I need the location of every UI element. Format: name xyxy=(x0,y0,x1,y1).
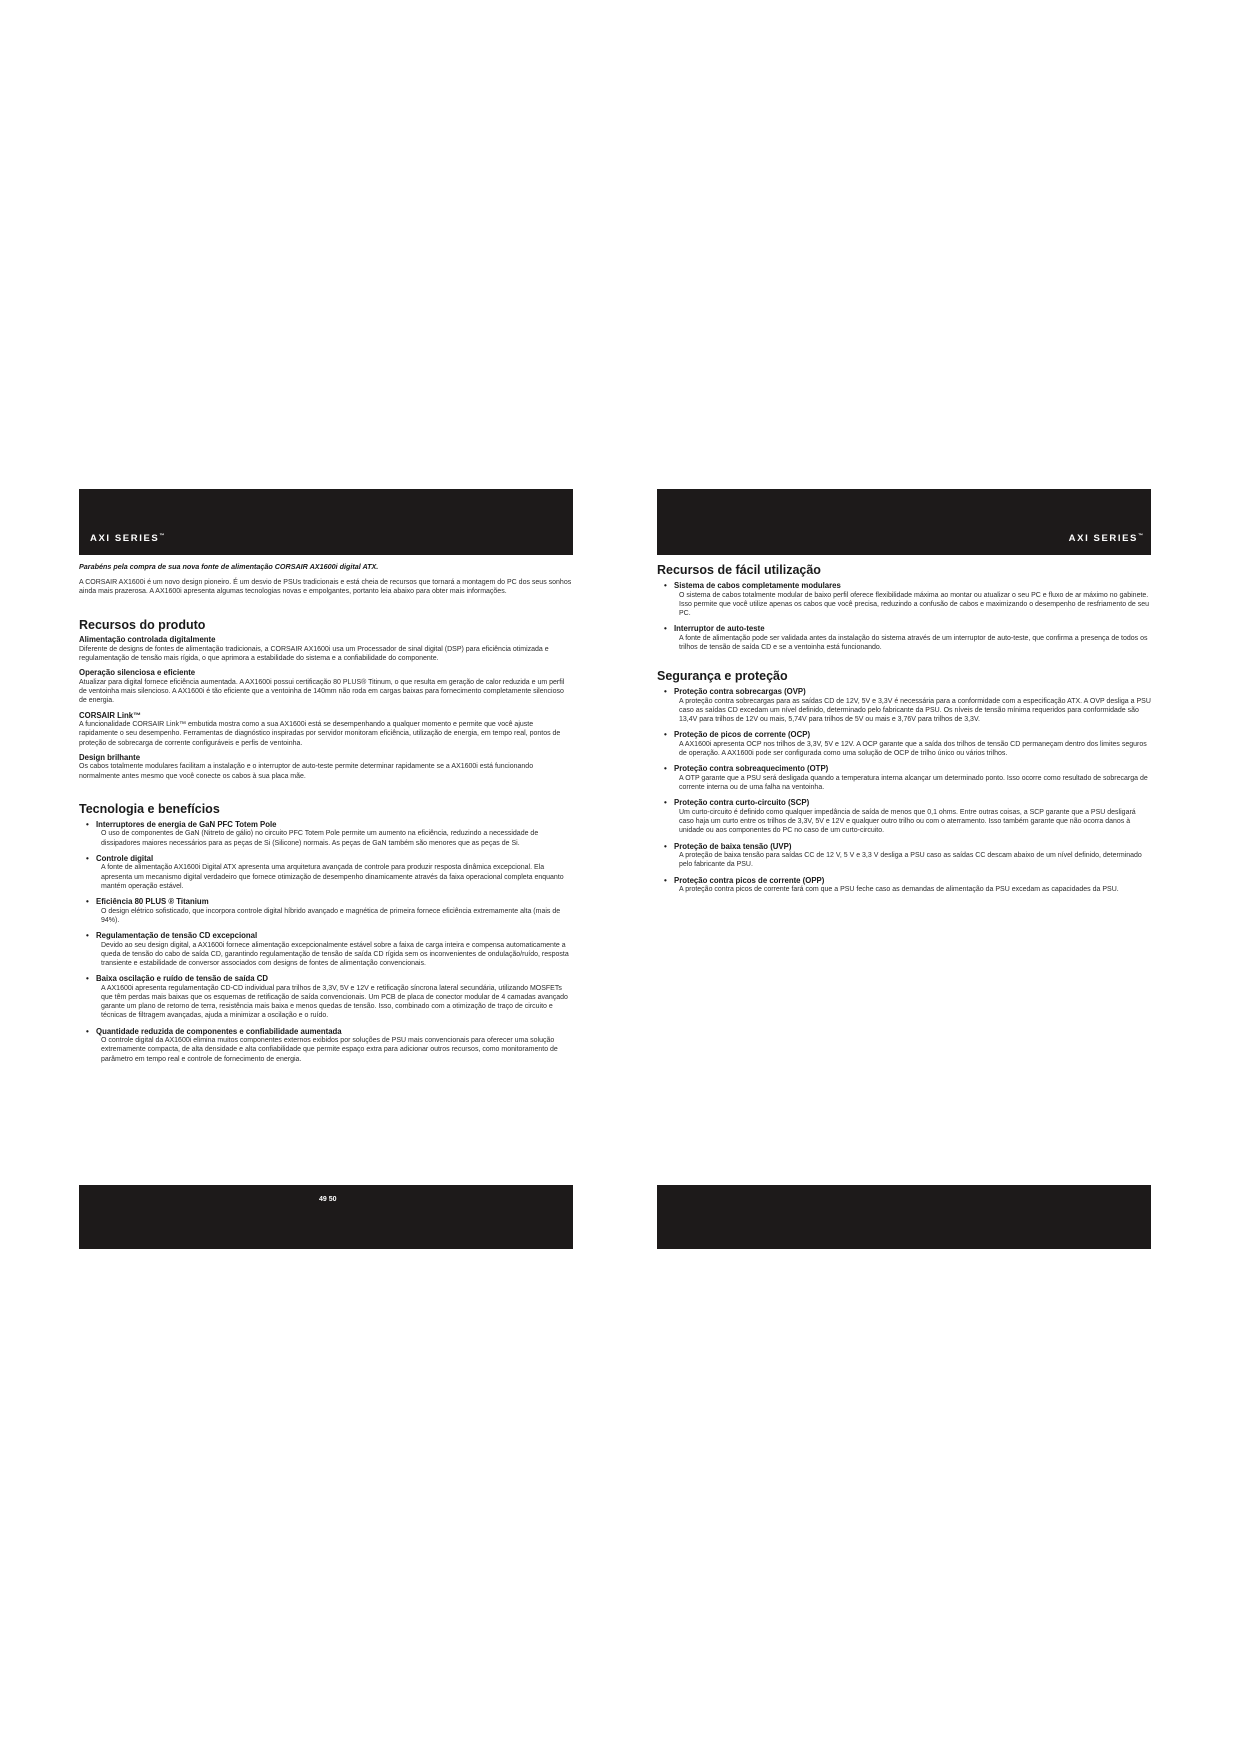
item-text: O design elétrico sofisticado, que incorpora controle digital híbrido avançado e magnética de primeira fornece eficiência extremamente alta (mais de 94%). xyxy=(101,907,561,924)
item-title: Proteção contra sobreaquecimento (OTP) xyxy=(674,764,829,774)
feature-item xyxy=(79,635,573,663)
list-item xyxy=(79,854,573,891)
item-text: A fonte de alimentação pode ser validada antes da instalação do sistema através de um interruptor de auto-teste, que confirma a presença de todos os trilhos de tensão de saída CD e se a ventoinha está funcionando. xyxy=(679,634,1148,651)
item-text: A proteção contra sobrecargas para as saídas CD de 12V, 5V e 3,3V é necessária para a conformidade com a especificação ATX. A OVP desliga a PSU caso as saídas CD excedam um nível definido, determinado pelo fabricante da PSU. Os níveis de tensão mínima requeridos para conformidade são 13,4V para trilhos de 12V ou mais, 5,74V para trilhos de 5V ou mais e 3,76V para trilhos de 3,3V. xyxy=(679,697,1151,724)
feature-text: Os cabos totalmente modulares facilitam a instalação e o interruptor de auto-teste permite determinar rapidamente se a AX1600i está funcionando normalmente antes mesmo que você conecte os cabos à sua placa mãe. xyxy=(79,763,534,780)
footer-band xyxy=(79,1185,573,1249)
list-item xyxy=(79,820,573,848)
feature-text: Diferente de designs de fontes de alimentação tradicionais, a CORSAIR AX1600i usa um Processador de sinal digital (DSP) para eficiência otimizada e regulamentação de tensão mais rígida, o que aprimora a estabilidade do sistema e a confiabilidade do componente. xyxy=(79,646,549,663)
bullet-icon: • xyxy=(664,624,667,634)
item-title: Quantidade reduzida de componentes e confiabilidade aumentada xyxy=(96,1026,342,1036)
feature-item xyxy=(79,753,573,781)
item-text: A proteção de baixa tensão para saídas CC de 12 V, 5 V e 3,3 V desliga a PSU caso as saídas CC descam abaixo de um nível definido, determinado pelo fabricante da PSU. xyxy=(679,852,1142,869)
list-item xyxy=(79,1027,573,1064)
bullet-icon: • xyxy=(664,687,667,697)
item-title: Proteção de baixa tensão (UVP) xyxy=(674,841,792,851)
left-page-content xyxy=(79,562,573,1070)
bullet-icon: • xyxy=(664,875,667,885)
list-item xyxy=(657,687,1151,724)
item-title: Baixa oscilação e ruído de tensão de saída CD xyxy=(96,974,269,984)
item-text: O sistema de cabos totalmente modular de baixo perfil oferece flexibilidade máxima ao montar ou atualizar o seu PC e fluxo de ar máximo no gabinete. Isso permite que você utilize apenas os cabos que você precisa, reduzindo a confusão de cabos e maximizando o desempenho de resfriamento de seu PC. xyxy=(679,591,1150,617)
item-text: Um curto-circuito é definido como qualquer impedância de saída de menos que 0,1 ohms. Entre outras coisas, a SCP garante que a PSU desligará caso haja um curto entre os trilhos de 3,3V, 5V e 12V e qualquer outro trilho ou com o aterramento. Isso também garante que não ocorra danos à unidade ou aos componentes do PC no caso de um curto-circuito. xyxy=(679,809,1136,835)
ease-of-use-heading: Recursos de fácil utilização xyxy=(657,563,821,577)
safety-list xyxy=(657,687,1151,894)
right-page-content xyxy=(657,562,1151,900)
feature-title: Operação silenciosa e eficiente xyxy=(79,668,196,678)
feature-text: Atualizar para digital fornece eficiência aumentada. A AX1600i possui certificação 80 PLUS® Titinum, o que resulta em geração de calor reduzida e um perfil de ventoinha mais silencioso. A AX1600i é tão eficiente que a ventoinha de 140mm não roda em cargas baixas para fornecimento completamente silencioso de energia. xyxy=(79,679,565,705)
item-text: O uso de componentes de GaN (Nitreto de gálio) no circuito PFC Totem Pole permite um aumento na eficiência, reduzindo a necessidade de dissipadores maiores necessários para as peças de Si (Silicone) normais. As peças de GaN também são menores que as peças de Si. xyxy=(101,830,539,847)
item-text: Devido ao seu design digital, a AX1600i fornece alimentação excepcionalmente estável sobre a faixa de carga inteira e compensa automaticamente a queda de tensão do cabo de saída CD, garantindo regulamentação de tensão de saída CD rígida sem os inconvenientes de ondulação/ruído, resposta transiente e estabilidade de conversor associados com designs de fontes de alimentação convencionais. xyxy=(101,941,569,968)
item-text: A AX1600i apresenta regulamentação CD-CD individual para trilhos de 3,3V, 5V e 12V e retificação síncrona lateral secundária, utilizando MOSFETs que têm perdas mais baixas que os esquemas de retificação de saída convencionais. Um PCB de placa de conector modular de 4 camadas avançado garante um plano de retorno de terra, resistência mais baixa e menos quedas de tensão. Isso, combinado com a otimização de traço de circuito e técnicas de filtragem avançadas, ajuda a minimizar a oscilação e o ruído. xyxy=(101,984,568,1020)
list-item xyxy=(657,798,1151,835)
feature-title: Design brilhante xyxy=(79,752,141,762)
intro-body: A CORSAIR AX1600i é um novo design pioneiro. É um desvio de PSUs tradicionais e está cheia de recursos que tornará a montagem do PC dos seus sonhos ainda mais prazerosa. A AX1600i apresenta algumas tecnologias novas e empolgantes, portanto leia abaixo para obter mais informações. xyxy=(79,579,572,596)
feature-item xyxy=(79,668,573,705)
item-title: Proteção de picos de corrente (OCP) xyxy=(674,730,811,740)
brand-logo: AXI SERIES™ xyxy=(90,533,165,545)
feature-text: A funcionalidade CORSAIR Link™ embutida mostra como a sua AX1600i está se desempenhando a qualquer momento e permite que você ajuste rapidamente o seu desempenho. Ferramentas de diagnóstico inspiradas por servidor monitoram eficiência, utilização de energia, em tempo real, pontos de proteção de sobrecarga de corrente configuráveis e perfis de ventoinha. xyxy=(79,721,561,747)
item-text: A OTP garante que a PSU será desligada quando a temperatura interna alcançar um determinado ponto. Isso ocorre como resultado de sobrecarga de corrente interna ou de uma falha na ventoinha. xyxy=(679,775,1148,792)
item-text: A proteção contra picos de corrente fará com que a PSU feche caso as demandas de alimentação da PSU excedam as capacidades da PSU. xyxy=(679,886,1119,894)
header-band xyxy=(657,489,1151,555)
item-title: Controle digital xyxy=(96,853,154,863)
item-text: O controle digital da AX1600i elimina muitos componentes externos exibidos por soluções de PSU mais convencionais para oferecer uma solução extremamente compacta, de alta densidade e alta confiabilidade que permite espaço extra para adicionar outros recursos, como monitoramento de parâmetro em tempo real e controle de fornecimento de energia. xyxy=(101,1037,558,1063)
list-item xyxy=(79,897,573,925)
product-features-heading: Recursos do produto xyxy=(79,618,206,633)
feature-title: CORSAIR Link™ xyxy=(79,710,141,720)
bullet-icon: • xyxy=(664,798,667,808)
right-page xyxy=(657,489,1151,1249)
list-item xyxy=(657,764,1151,792)
item-title: Interruptores de energia de GaN PFC Totem Pole xyxy=(96,819,277,829)
item-title: Proteção contra picos de corrente (OPP) xyxy=(674,875,825,885)
bullet-icon: • xyxy=(86,819,89,829)
feature-item xyxy=(79,711,573,748)
list-item xyxy=(657,876,1151,895)
left-page xyxy=(79,489,573,1249)
footer-band xyxy=(657,1185,1151,1249)
bullet-icon: • xyxy=(86,853,89,863)
list-item xyxy=(657,581,1151,618)
list-item xyxy=(657,730,1151,758)
bullet-icon: • xyxy=(86,974,89,984)
technology-list xyxy=(79,820,573,1064)
item-title: Proteção contra sobrecargas (OVP) xyxy=(674,687,806,697)
item-title: Proteção contra curto-circuito (SCP) xyxy=(674,798,810,808)
intro-heading: Parabéns pela compra de sua nova fonte de alimentação CORSAIR AX1600i digital ATX. xyxy=(79,562,379,571)
list-item xyxy=(79,931,573,968)
bullet-icon: • xyxy=(664,581,667,590)
bullet-icon: • xyxy=(664,841,667,851)
safety-heading: Segurança e proteção xyxy=(657,669,788,684)
bullet-icon: • xyxy=(86,931,89,941)
bullet-icon: • xyxy=(664,764,667,774)
list-item xyxy=(79,974,573,1020)
item-title: Interruptor de auto-teste xyxy=(674,624,765,634)
bullet-icon: • xyxy=(664,730,667,740)
bullet-icon: • xyxy=(86,1026,89,1036)
feature-title: Alimentação controlada digitalmente xyxy=(79,635,216,645)
list-item xyxy=(657,842,1151,870)
bullet-icon: • xyxy=(86,897,89,907)
brand-logo: AXI SERIES™ xyxy=(1068,533,1143,545)
technology-heading: Tecnologia e benefícios xyxy=(79,801,220,816)
list-item xyxy=(657,624,1151,652)
ease-of-use-list xyxy=(657,581,1151,652)
page-numbers: 49 50 xyxy=(319,1196,337,1203)
item-title: Regulamentação de tensão CD excepcional xyxy=(96,931,258,941)
header-band xyxy=(79,489,573,555)
item-text: A AX1600i apresenta OCP nos trilhos de 3,3V, 5V e 12V. A OCP garante que a saída dos trilhos de tensão CD permaneçam dentro dos limites seguros de operação. A AX1600i pode ser configurada como uma solução de OCP de trilho único ou vários trilhos. xyxy=(679,741,1147,758)
item-title: Eficiência 80 PLUS ® Titanium xyxy=(96,897,209,907)
item-title: Sistema de cabos completamente modulares xyxy=(674,581,841,590)
item-text: A fonte de alimentação AX1600i Digital ATX apresenta uma arquitetura avançada de controle para produzir resposta dinâmica excepcional. Ela apresenta um mecanismo digital verdadeiro que fornece otimização de desempenho dinamicamente através da faixa operacional completa enquanto mantém operação estável. xyxy=(101,864,564,890)
